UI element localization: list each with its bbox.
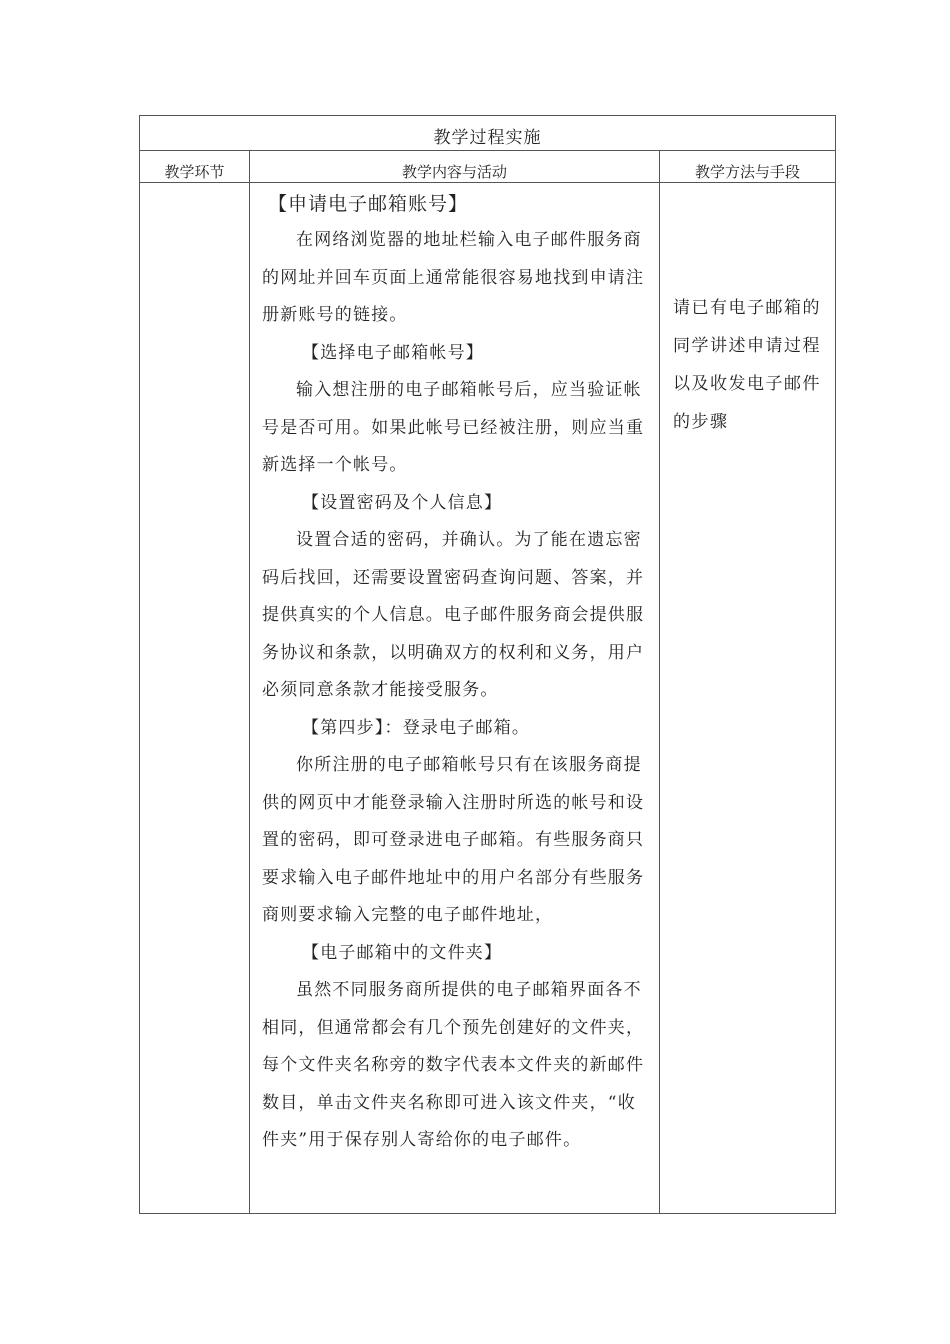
- table-header-row: [140, 151, 835, 183]
- table-title: 教学过程实施: [433, 128, 542, 148]
- paragraph-login: 你所注册的电子邮箱帐号只有在该服务商提供的网页中才能登录输入注册时所选的帐号和设置的密码，即可登录进电子邮箱。有些服务商只要求输入电子邮件地址中的用户名部分有些服务商则要求输入完整的电子邮件地址，: [262, 755, 645, 925]
- column-divider: [659, 151, 660, 1213]
- teaching-process-table: [139, 115, 836, 1214]
- header-teaching-methods: 教学方法与手段: [694, 163, 800, 181]
- paragraph-set-password: 设置合适的密码，并确认。为了能在遗忘密码后找回，还需要设置密码查询问题、答案，并提供真实的个人信息。电子邮件服务商会提供服务协议和条款，以明确双方的权利和义务，用户必须同意条款才能接受服务。: [262, 530, 645, 700]
- header-teaching-stage: 教学环节: [164, 163, 225, 181]
- teaching-content-cell: [262, 188, 654, 1160]
- table-title-row: [140, 116, 835, 151]
- column-divider: [249, 151, 250, 1213]
- teaching-methods-cell: 请已有电子邮箱的同学讲述申请过程以及收发电子邮件的步骤: [673, 298, 821, 432]
- section-heading-set-password: 【设置密码及个人信息】: [302, 492, 503, 513]
- section-heading-login: 【第四步】：登录电子邮箱。: [302, 717, 531, 738]
- paragraph-apply-account: 在网络浏览器的地址栏输入电子邮件服务商的网址并回车页面上通常能很容易地找到申请注册新账号的链接。: [262, 230, 645, 325]
- section-heading-choose-account: 【选择电子邮箱帐号】: [302, 342, 484, 363]
- section-heading-folders: 【电子邮箱中的文件夹】: [302, 942, 503, 963]
- header-teaching-content: 教学内容与活动: [401, 163, 507, 181]
- section-heading-apply-account: 【申请电子邮箱账号】: [268, 193, 469, 215]
- paragraph-choose-account: 输入想注册的电子邮箱帐号后，应当验证帐号是否可用。如果此帐号已经被注册，则应当重新选择一个帐号。: [262, 380, 645, 475]
- paragraph-folders: 虽然不同服务商所提供的电子邮箱界面各不相同，但通常都会有几个预先创建好的文件夹，每个文件夹名称旁的数字代表本文件夹的新邮件数目，单击文件夹名称即可进入该文件夹，“收件夹”用于保存别人寄给你的电子邮件。: [262, 980, 645, 1150]
